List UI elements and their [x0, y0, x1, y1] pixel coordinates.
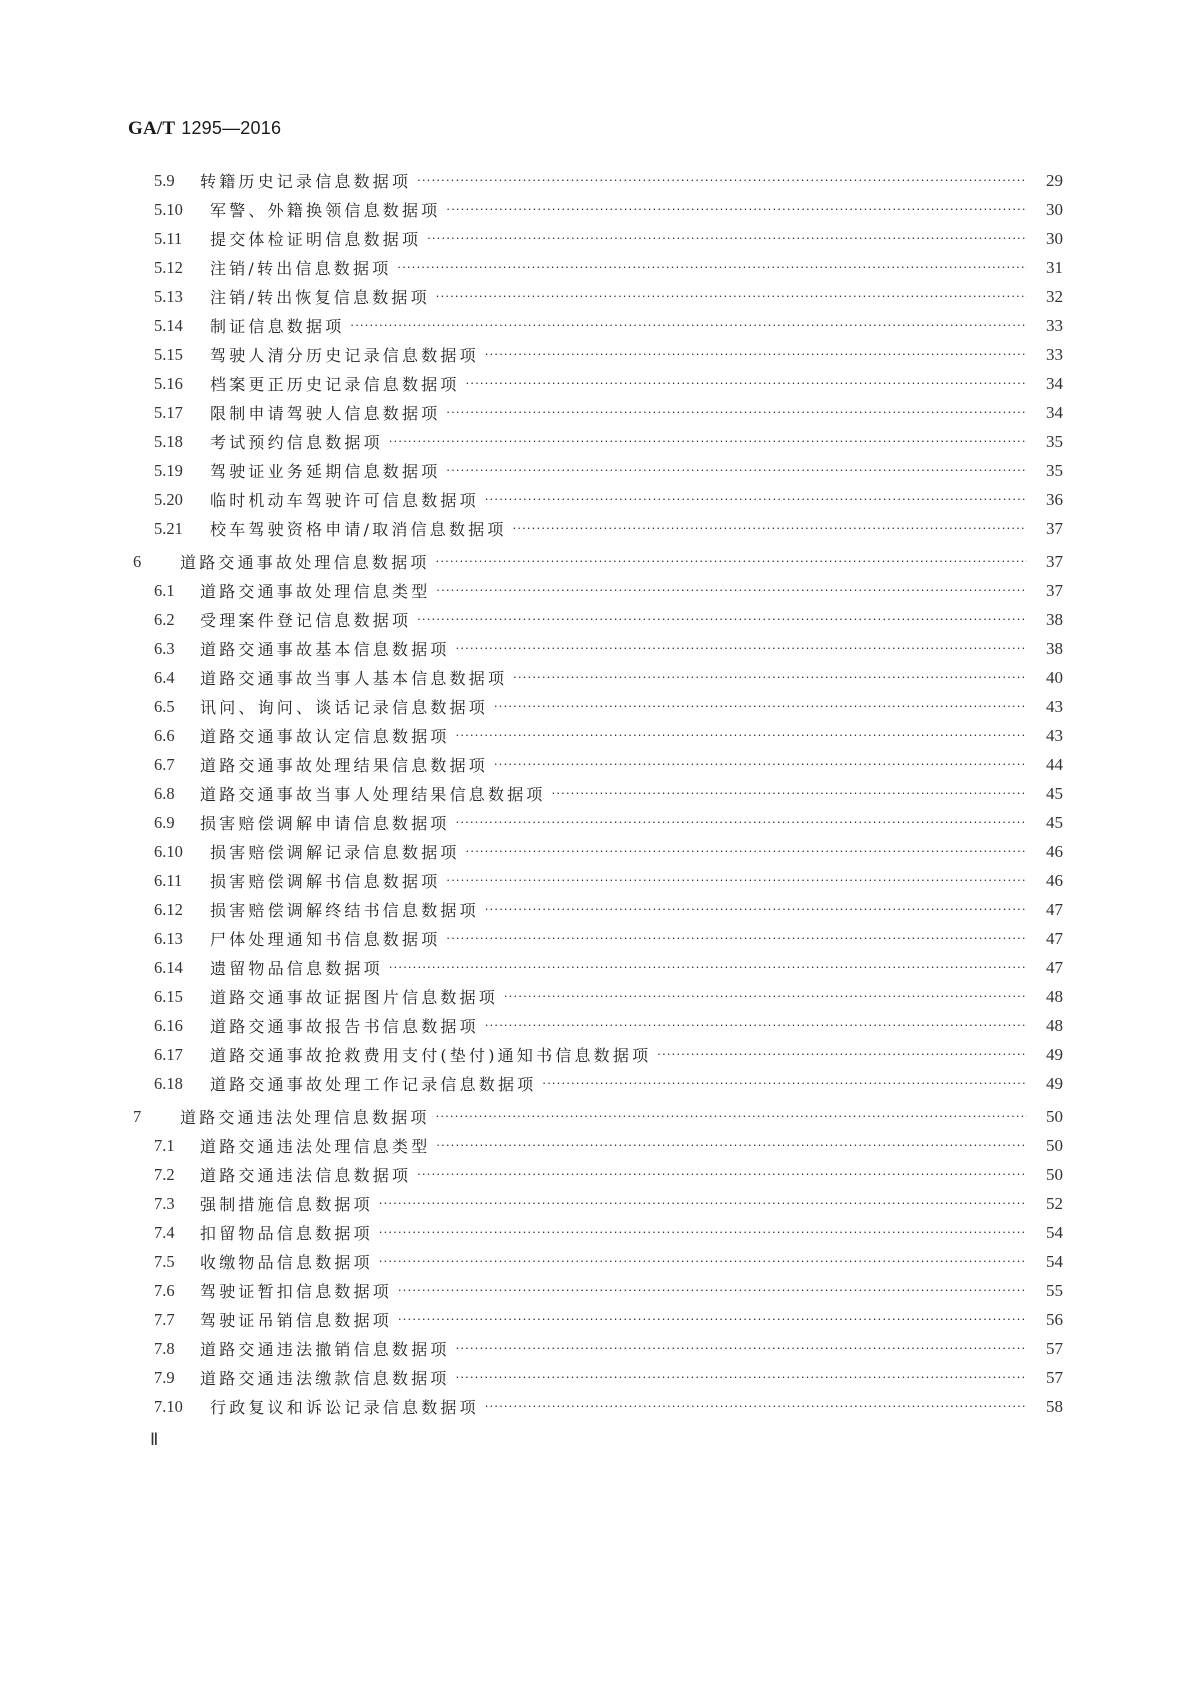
toc-entry[interactable]: [0, 1305, 1191, 1334]
dot-leader: [427, 232, 1027, 246]
toc-entry[interactable]: [0, 1069, 1191, 1098]
toc-entry-number: 6.14: [154, 957, 183, 977]
dot-leader: [513, 522, 1027, 536]
toc-entry[interactable]: [0, 953, 1191, 982]
toc-entry-title: 考试预约信息数据项: [210, 433, 383, 452]
toc-entry-title: 军警、外籍换领信息数据项: [210, 201, 441, 220]
toc-entry-title: 受理案件登记信息数据项: [200, 611, 412, 630]
toc-entry[interactable]: [0, 605, 1191, 634]
toc-entry-page: 47: [1046, 928, 1063, 948]
toc-entry-title: 注销/转出信息数据项: [210, 259, 392, 278]
toc-entry[interactable]: [0, 895, 1191, 924]
toc-entry-page: 35: [1046, 460, 1063, 480]
toc-entry-number: 7.3: [154, 1193, 175, 1213]
toc-entry-page: 37: [1046, 518, 1063, 538]
toc-entry[interactable]: [0, 514, 1191, 543]
toc-entry-number: 5.21: [154, 518, 183, 538]
page-number: Ⅱ: [150, 1430, 159, 1449]
toc-entry-number: 7.5: [154, 1251, 175, 1271]
toc-entry[interactable]: [0, 1334, 1191, 1363]
toc-entry-page: 57: [1046, 1367, 1063, 1387]
toc-entry-number: 6.17: [154, 1044, 183, 1064]
standard-code: GA/T: [128, 118, 176, 139]
toc-entry-number: 6.7: [154, 754, 175, 774]
dot-leader: [485, 903, 1027, 917]
toc-entry-number: 5.18: [154, 431, 183, 451]
dot-leader: [485, 348, 1027, 362]
toc-entry-number: 5.9: [154, 170, 175, 190]
toc-entry-page: 37: [1046, 551, 1063, 571]
toc-entry[interactable]: [0, 779, 1191, 808]
toc-entry-number: 5.19: [154, 460, 183, 480]
toc-entry[interactable]: [0, 369, 1191, 398]
dot-leader: [436, 584, 1027, 598]
dot-leader: [657, 1048, 1027, 1062]
toc-entry-number: 7.1: [154, 1135, 175, 1155]
dot-leader: [552, 787, 1027, 801]
dot-leader: [436, 290, 1027, 304]
toc-entry[interactable]: [0, 634, 1191, 663]
toc-entry-title: 档案更正历史记录信息数据项: [210, 375, 460, 394]
toc-entry[interactable]: [0, 750, 1191, 779]
toc-entry-number: 7.7: [154, 1309, 175, 1329]
dot-leader: [456, 729, 1027, 743]
toc-entry-number: 6.16: [154, 1015, 183, 1035]
toc-entry-number: 6.1: [154, 580, 175, 600]
toc-entry-title: 道路交通违法处理信息类型: [200, 1137, 431, 1156]
toc-entry[interactable]: [0, 1040, 1191, 1069]
toc-entry-number: 5.11: [154, 228, 183, 248]
dot-leader: [446, 406, 1027, 420]
toc-entry-number: 6.4: [154, 667, 175, 687]
toc-entry-title: 驾驶人清分历史记录信息数据项: [210, 346, 479, 365]
dot-leader: [542, 1077, 1027, 1091]
toc-entry-number: 6.15: [154, 986, 183, 1006]
toc-entry-page: 56: [1046, 1309, 1063, 1329]
toc-entry-title: 道路交通事故基本信息数据项: [200, 640, 450, 659]
toc-entry-page: 44: [1046, 754, 1063, 774]
toc-entry-title: 道路交通违法信息数据项: [200, 1166, 412, 1185]
toc-entry-page: 34: [1046, 373, 1063, 393]
toc-entry[interactable]: [0, 837, 1191, 866]
toc-entry[interactable]: [0, 1392, 1191, 1421]
toc-entry-page: 52: [1046, 1193, 1063, 1213]
toc-entry[interactable]: [0, 1218, 1191, 1247]
toc-entry-title: 驾驶证业务延期信息数据项: [210, 462, 441, 481]
toc-entry-page: 33: [1046, 344, 1063, 364]
dot-leader: [456, 642, 1027, 656]
dot-leader: [446, 203, 1027, 217]
toc-entry-title: 临时机动车驾驶许可信息数据项: [210, 491, 479, 510]
dot-leader: [417, 613, 1027, 627]
toc-entry-number: 5.12: [154, 257, 183, 277]
dot-leader: [398, 1284, 1027, 1298]
toc-entry[interactable]: [0, 166, 1191, 195]
toc-entry-number: 6.10: [154, 841, 183, 861]
toc-entry-number: 7.2: [154, 1164, 175, 1184]
toc-section-entry[interactable]: [0, 1102, 1191, 1131]
toc-entry-title: 道路交通违法缴款信息数据项: [200, 1369, 450, 1388]
document-header: [128, 118, 281, 140]
toc-entry[interactable]: [0, 224, 1191, 253]
toc-entry-page: 46: [1046, 841, 1063, 861]
toc-entry-title: 道路交通事故处理信息类型: [200, 582, 431, 601]
toc-entry-number: 5.16: [154, 373, 183, 393]
dot-leader: [417, 174, 1027, 188]
toc-entry-title: 损害赔偿调解终结书信息数据项: [210, 901, 479, 920]
toc-entry-page: 30: [1046, 199, 1063, 219]
toc-entry-page: 40: [1046, 667, 1063, 687]
toc-entry-page: 34: [1046, 402, 1063, 422]
toc-entry[interactable]: [0, 195, 1191, 224]
toc-entry-page: 46: [1046, 870, 1063, 890]
toc-entry[interactable]: [0, 663, 1191, 692]
dot-leader: [485, 493, 1027, 507]
toc-entry-title: 道路交通事故处理信息数据项: [180, 553, 430, 572]
toc-entry-page: 29: [1046, 170, 1063, 190]
dot-leader: [446, 932, 1027, 946]
toc-entry-title: 道路交通违法处理信息数据项: [180, 1108, 430, 1127]
dot-leader: [494, 700, 1027, 714]
toc-entry-title: 道路交通事故处理结果信息数据项: [200, 756, 489, 775]
dot-leader: [436, 1110, 1027, 1124]
toc-entry-page: 57: [1046, 1338, 1063, 1358]
toc-entry-number: 7.4: [154, 1222, 175, 1242]
toc-entry-title: 提交体检证明信息数据项: [210, 230, 422, 249]
dot-leader: [485, 1019, 1027, 1033]
toc-entry-title: 制证信息数据项: [210, 317, 345, 336]
toc-entry-number: 7.9: [154, 1367, 175, 1387]
toc-entry-title: 尸体处理通知书信息数据项: [210, 930, 441, 949]
toc-entry[interactable]: [0, 576, 1191, 605]
dot-leader: [446, 464, 1027, 478]
toc-entry-number: 6.9: [154, 812, 175, 832]
dot-leader: [466, 845, 1027, 859]
toc-entry-page: 48: [1046, 986, 1063, 1006]
toc-entry-title: 限制申请驾驶人信息数据项: [210, 404, 441, 423]
toc-entry-page: 43: [1046, 725, 1063, 745]
toc-entry-title: 扣留物品信息数据项: [200, 1224, 373, 1243]
dot-leader: [436, 555, 1027, 569]
toc-entry[interactable]: [0, 311, 1191, 340]
dot-leader: [494, 758, 1027, 772]
dot-leader: [417, 1168, 1027, 1182]
toc-entry[interactable]: [0, 1131, 1191, 1160]
toc-entry-page: 58: [1046, 1396, 1063, 1416]
toc-entry-page: 45: [1046, 812, 1063, 832]
dot-leader: [485, 1400, 1027, 1414]
toc-entry-page: 50: [1046, 1135, 1063, 1155]
toc-entry-number: 5.10: [154, 199, 183, 219]
dot-leader: [397, 261, 1027, 275]
toc-entry-page: 31: [1046, 257, 1063, 277]
toc-entry[interactable]: [0, 982, 1191, 1011]
toc-entry-number: 7.6: [154, 1280, 175, 1300]
toc-entry-title: 转籍历史记录信息数据项: [200, 172, 412, 191]
toc-entry[interactable]: [0, 485, 1191, 514]
toc-entry-page: 47: [1046, 957, 1063, 977]
toc-entry-title: 驾驶证吊销信息数据项: [200, 1311, 393, 1330]
toc-entry-number: 6.12: [154, 899, 183, 919]
toc-entry-number: 6.11: [154, 870, 183, 890]
dot-leader: [446, 874, 1027, 888]
dot-leader: [513, 671, 1027, 685]
toc-entry[interactable]: [0, 253, 1191, 282]
dot-leader: [398, 1313, 1027, 1327]
toc-entry[interactable]: [0, 340, 1191, 369]
toc-entry-title: 道路交通事故抢救费用支付(垫付)通知书信息数据项: [210, 1046, 652, 1065]
toc-entry[interactable]: [0, 721, 1191, 750]
toc-entry-title: 损害赔偿调解申请信息数据项: [200, 814, 450, 833]
toc-entry-page: 33: [1046, 315, 1063, 335]
toc-entry-title: 行政复议和诉讼记录信息数据项: [210, 1398, 479, 1417]
toc-entry-number: 5.20: [154, 489, 183, 509]
toc-entry-page: 45: [1046, 783, 1063, 803]
toc-entry-number: 6.18: [154, 1073, 183, 1093]
dot-leader: [379, 1197, 1027, 1211]
toc-entry-title: 道路交通事故认定信息数据项: [200, 727, 450, 746]
toc-entry-title: 收缴物品信息数据项: [200, 1253, 373, 1272]
toc-entry-page: 54: [1046, 1251, 1063, 1271]
toc-entry[interactable]: [0, 692, 1191, 721]
toc-entry-number: 7: [133, 1106, 142, 1126]
toc-entry-title: 损害赔偿调解记录信息数据项: [210, 843, 460, 862]
toc-entry-page: 50: [1046, 1164, 1063, 1184]
standard-number: 1295—2016: [181, 118, 282, 138]
dot-leader: [389, 435, 1027, 449]
toc-entry-page: 37: [1046, 580, 1063, 600]
toc-section-entry[interactable]: [0, 547, 1191, 576]
toc-entry-number: 6.5: [154, 696, 175, 716]
toc-entry[interactable]: [0, 427, 1191, 456]
toc-entry-page: 50: [1046, 1106, 1063, 1126]
toc-entry-title: 注销/转出恢复信息数据项: [210, 288, 430, 307]
toc-entry-page: 55: [1046, 1280, 1063, 1300]
toc-entry-number: 7.8: [154, 1338, 175, 1358]
toc-entry-title: 驾驶证暂扣信息数据项: [200, 1282, 393, 1301]
toc-entry[interactable]: [0, 1276, 1191, 1305]
dot-leader: [504, 990, 1027, 1004]
toc-entry-title: 道路交通事故证据图片信息数据项: [210, 988, 499, 1007]
toc-entry-title: 损害赔偿调解书信息数据项: [210, 872, 441, 891]
toc-entry[interactable]: [0, 1011, 1191, 1040]
dot-leader: [466, 377, 1027, 391]
toc-entry-page: 35: [1046, 431, 1063, 451]
toc-entry-page: 36: [1046, 489, 1063, 509]
toc-entry-number: 5.14: [154, 315, 183, 335]
toc-entry-title: 道路交通事故当事人处理结果信息数据项: [200, 785, 546, 804]
toc-entry[interactable]: [0, 282, 1191, 311]
toc-entry-number: 5.13: [154, 286, 183, 306]
toc-entry[interactable]: [0, 398, 1191, 427]
toc-entry-number: 5.17: [154, 402, 183, 422]
toc-entry[interactable]: [0, 1189, 1191, 1218]
toc-entry-title: 讯问、询问、谈话记录信息数据项: [200, 698, 489, 717]
toc-entry-title: 遗留物品信息数据项: [210, 959, 383, 978]
toc-entry-number: 5.15: [154, 344, 183, 364]
toc-entry-page: 32: [1046, 286, 1063, 306]
dot-leader: [379, 1255, 1027, 1269]
toc-entry[interactable]: [0, 808, 1191, 837]
dot-leader: [389, 961, 1027, 975]
toc-entry-title: 道路交通事故处理工作记录信息数据项: [210, 1075, 537, 1094]
toc-entry-title: 强制措施信息数据项: [200, 1195, 373, 1214]
toc-entry-number: 7.10: [154, 1396, 183, 1416]
toc-entry-number: 6.3: [154, 638, 175, 658]
toc-entry-page: 48: [1046, 1015, 1063, 1035]
toc-entry-page: 49: [1046, 1044, 1063, 1064]
toc-entry-number: 6.8: [154, 783, 175, 803]
dot-leader: [436, 1139, 1027, 1153]
toc-entry-title: 道路交通事故当事人基本信息数据项: [200, 669, 508, 688]
toc-entry-page: 38: [1046, 609, 1063, 629]
dot-leader: [456, 816, 1027, 830]
toc-entry-page: 38: [1046, 638, 1063, 658]
toc-entry[interactable]: [0, 1247, 1191, 1276]
dot-leader: [379, 1226, 1027, 1240]
toc-entry-title: 校车驾驶资格申请/取消信息数据项: [210, 520, 507, 539]
toc-entry-page: 30: [1046, 228, 1063, 248]
table-of-contents: [0, 166, 1191, 1421]
toc-entry-page: 49: [1046, 1073, 1063, 1093]
toc-entry-page: 47: [1046, 899, 1063, 919]
toc-entry[interactable]: [0, 1363, 1191, 1392]
toc-entry[interactable]: [0, 866, 1191, 895]
toc-entry[interactable]: [0, 456, 1191, 485]
toc-entry-title: 道路交通违法撤销信息数据项: [200, 1340, 450, 1359]
dot-leader: [350, 319, 1027, 333]
toc-entry-number: 6.13: [154, 928, 183, 948]
toc-entry-title: 道路交通事故报告书信息数据项: [210, 1017, 479, 1036]
toc-entry-number: 6: [133, 551, 142, 571]
dot-leader: [456, 1371, 1027, 1385]
toc-entry-page: 43: [1046, 696, 1063, 716]
toc-entry-page: 54: [1046, 1222, 1063, 1242]
toc-entry[interactable]: [0, 1160, 1191, 1189]
dot-leader: [456, 1342, 1027, 1356]
toc-entry-number: 6.6: [154, 725, 175, 745]
toc-entry[interactable]: [0, 924, 1191, 953]
toc-entry-number: 6.2: [154, 609, 175, 629]
